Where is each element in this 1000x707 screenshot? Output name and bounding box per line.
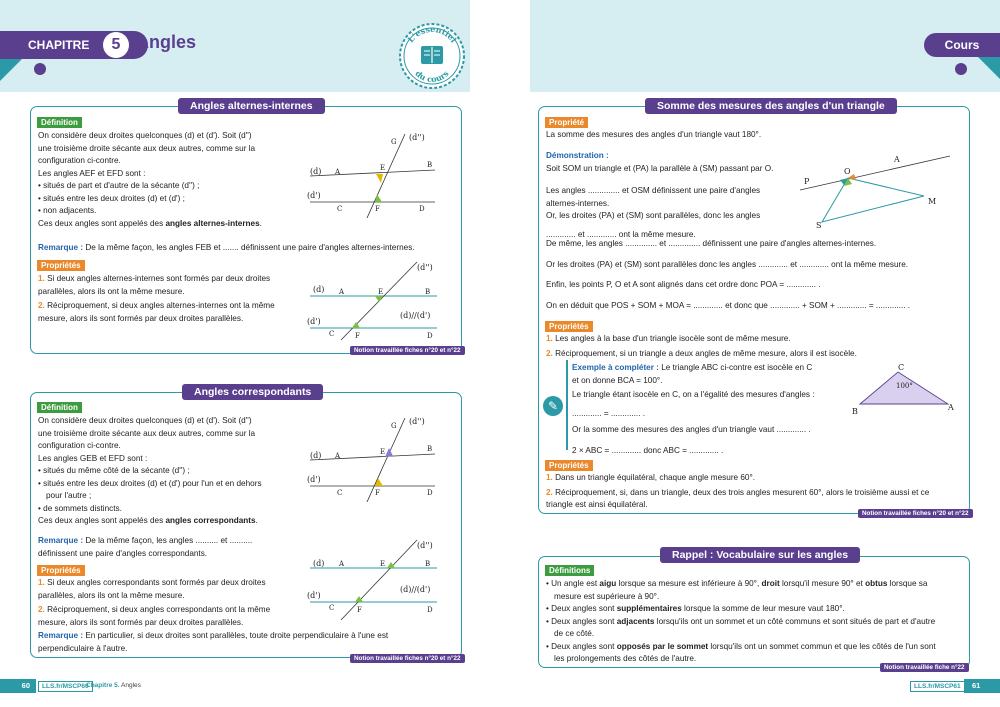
point-P: P <box>804 177 810 186</box>
svg-text:(d''): (d'') <box>409 417 425 426</box>
svg-text:G: G <box>391 422 397 430</box>
label-d: (d) <box>310 167 322 176</box>
point-A: A <box>948 403 954 412</box>
figure-alternes-internes <box>305 128 455 218</box>
svg-text:B: B <box>427 445 433 453</box>
figure-triangle-abc <box>848 360 960 416</box>
page-number-left: 60 <box>0 679 36 693</box>
figure-correspondants-parallel <box>305 536 455 622</box>
remark-perpendicular: Remarque : En particulier, si deux droites sont parallèles, toute droite perpendiculaire à l'une est perpendiculaire à l'autre. <box>38 631 389 653</box>
properties-label: Propriétés <box>37 260 85 271</box>
point-C: C <box>898 363 905 372</box>
svg-text:F: F <box>355 332 360 340</box>
point-M: M <box>928 197 937 206</box>
svg-text:A: A <box>335 452 341 460</box>
properties-equilateral: 1. Dans un triangle équilatéral, chaque angle mesure 60°. 2. Réciproquement, si, dans un triangle, deux des trois angles mesurent 60°, alors le troisième aussi et ce triangle est ainsi équilatéral. <box>546 473 930 509</box>
point-B: B <box>852 407 858 416</box>
corner-dot-right <box>955 63 967 75</box>
properties-label: Propriétés <box>37 565 85 576</box>
property-label: Propriété <box>545 117 588 128</box>
point-G: G <box>391 138 397 146</box>
svg-text:(d): (d) <box>313 559 325 568</box>
svg-text:C: C <box>329 330 335 338</box>
point-A: A <box>894 155 900 164</box>
definition-label: Définition <box>37 402 82 413</box>
svg-text:(d'): (d') <box>307 317 321 326</box>
svg-text:F: F <box>357 606 362 614</box>
svg-text:C: C <box>329 604 335 612</box>
figure-alternes-internes-parallel <box>305 258 455 343</box>
section-title: Somme des mesures des angles d'un triangle <box>645 98 897 114</box>
section-title: Angles correspondants <box>182 384 323 400</box>
corner-triangle-left <box>0 59 22 81</box>
svg-text:B: B <box>425 288 431 296</box>
figure-correspondants <box>305 412 455 502</box>
book-icon <box>421 46 443 64</box>
definition-text: On considère deux droites quelconques (d) et (d'). Soit (d'') une troisième droite sécante aux deux autres, comme sur la configuration ci-contre. Les angles GEB et EFD sont : • situés du même côté de la sécante (d'') ; • situés entre les deux droites (d) et (d') pour l'un et en dehors pour l'autre ; • de sommets distincts. Ces deux angles sont appelés des angles correspondants. <box>38 416 262 525</box>
section-title: Angles alternes-internes <box>178 98 325 114</box>
svg-text:B: B <box>425 560 431 568</box>
definition-label: Définition <box>37 117 82 128</box>
svg-text:(d''): (d'') <box>417 263 433 272</box>
corner-triangle-right <box>978 57 1000 79</box>
properties-text: 1. Si deux angles correspondants sont formés par deux droites parallèles, alors ils ont la même mesure. 2. Réciproquement, si deux angles correspondants ont la même mesure, alors ils sont formés par deux droites parallèles. <box>38 578 271 627</box>
demonstration-cont: De même, les angles .............. et .............. définissent une paire d'angles alternes-internes. Or les droites (PA) et (SM) sont parallèles donc les angles ............. et ............. ont la même mesure. Enfin, les points P, O et A sont alignés dans cet ordre donc POA = ............. . On en déduit que POS + SOM + MOA = ............. et donc que ............. + SOM + ............. = ............. . <box>546 239 911 310</box>
svg-text:E: E <box>378 288 384 296</box>
svg-text:(d''): (d'') <box>417 541 433 550</box>
point-B: B <box>427 161 433 169</box>
svg-text:D: D <box>427 606 433 614</box>
point-E: E <box>380 164 386 172</box>
definition-text: On considère deux droites quelconques (d) et (d'). Soit (d'') une troisième droite sécante aux deux autres, comme sur la configuration ci-contre. Les angles AEF et EFD sont : • situés de part et d'autre de la sécante (d'') ; • situés entre les deux droites (d) et (d') ; • non adjacents. Ces deux angles sont appelés des angles alternes-internes. <box>38 131 262 228</box>
badge-bottom-text: du cours <box>413 68 451 85</box>
essentiel-badge <box>398 22 466 90</box>
point-F: F <box>375 205 380 213</box>
definitions-text: • Un angle est aigu lorsque sa mesure est inférieure à 90°, droit lorsqu'il mesure 90° et obtus lorsque sa mesure est supérieure à 90°. • Deux angles sont supplémentaires lorsque la somme de leur mesure vaut 180°. • Deux angles sont adjacents lorsqu'ils ont un sommet et un côté communs et sont situés de part et d'autre de ce côté. • Deux angles sont opposés par le sommet lorsqu'ils ont un sommet commun et que les côtés de l'un sont les prolongements des côtés de l'autre. <box>546 579 936 663</box>
properties-isocele: 1. Les angles à la base d'un triangle isocèle sont de même mesure. 2. Réciproquement, si un triangle a deux angles de même mesure, alors il est isocèle. <box>546 334 857 358</box>
point-C: C <box>337 205 343 213</box>
figure-triangle-som <box>800 150 960 232</box>
page-number-right: 61 <box>964 679 1000 693</box>
svg-text:(d): (d) <box>310 451 322 460</box>
section-title: Rappel : Vocabulaire sur les angles <box>660 547 860 563</box>
remark: Remarque : De la même façon, les angles FEB et ....... définissent une paire d'angles alternes-internes. <box>38 243 415 252</box>
point-D: D <box>419 205 425 213</box>
svg-text:(d)//(d'): (d)//(d') <box>400 585 431 594</box>
chapter-title: Angles <box>136 32 197 52</box>
point-A: A <box>335 168 341 176</box>
chapter-ref: Chapitre 5. Angles <box>86 682 141 689</box>
label-dp: (d') <box>307 191 321 200</box>
chapter-number: 5 <box>103 32 129 58</box>
svg-text:E: E <box>380 560 386 568</box>
svg-text:(d): (d) <box>313 285 325 294</box>
properties-label: Propriétés <box>545 460 593 471</box>
link-left[interactable]: LLS.fr/MSCP60 <box>38 681 93 692</box>
remark: Remarque : De la même façon, les angles .......... et .......... définissent une paire d'angles correspondants. <box>38 536 253 558</box>
svg-text:D: D <box>427 332 433 340</box>
svg-text:A: A <box>339 288 345 296</box>
point-S: S <box>816 221 822 230</box>
cours-tab: Cours <box>924 33 1000 57</box>
link-right[interactable]: LLS.fr/MSCP61 <box>910 681 965 692</box>
label-parallel: (d)//(d') <box>400 311 431 320</box>
notion-tag: Notion travaillée fiches n°20 et n°22 <box>350 654 465 663</box>
properties-label: Propriétés <box>545 321 593 332</box>
example-text: Exemple à compléter : Le triangle ABC ci-contre est isocèle en C et on donne BCA = 100°. Le triangle étant isocèle en C, on a l'égalité des mesures d'angles : ............. = ............. . Or la somme des mesures des angles d'un triangle vaut ............. . 2 × ABC = ............. donc ABC = ............. . <box>572 363 815 455</box>
notion-tag: Notion travaillée fiches n°20 et n°22 <box>350 346 465 355</box>
point-O: O <box>844 167 851 176</box>
property-text: La somme des mesures des angles d'un triangle vaut 180°. <box>546 130 762 139</box>
corner-dot-left <box>34 63 46 75</box>
notion-tag: Notion travaillée fiche n°22 <box>880 663 969 672</box>
notion-tag: Notion travaillée fiches n°20 et n°22 <box>858 509 973 518</box>
svg-text:C: C <box>337 489 343 497</box>
svg-text:A: A <box>339 560 345 568</box>
pencil-icon: ✎ <box>543 396 563 416</box>
svg-text:(d'): (d') <box>307 475 321 484</box>
svg-text:(d'): (d') <box>307 591 321 600</box>
badge-top-text: L'essentiel <box>405 23 459 45</box>
definitions-label: Définitions <box>545 565 594 576</box>
label-dpp: (d'') <box>409 133 425 142</box>
svg-text:F: F <box>375 489 380 497</box>
angle-label: 100° <box>896 382 913 390</box>
svg-text:D: D <box>427 489 433 497</box>
svg-text:E: E <box>380 448 386 456</box>
chapter-label: CHAPITRE <box>0 31 148 59</box>
example-bar <box>566 360 568 450</box>
properties-text: 1. Si deux angles alternes-internes sont formés par deux droites parallèles, alors ils ont la même mesure. 2. Réciproquement, si deux angles alternes-internes ont la même mesure, alors ils sont formés par deux droites parallèles. <box>38 274 275 323</box>
demonstration: Démonstration : Soit SOM un triangle et (PA) la parallèle à (SM) passant par O. Les angles .............. et OSM définissent une paire d'angles alternes-internes. Or, les droites (PA) et (SM) sont parallèles, donc les angles ............. et ............. ont la même mesure. <box>546 151 774 239</box>
